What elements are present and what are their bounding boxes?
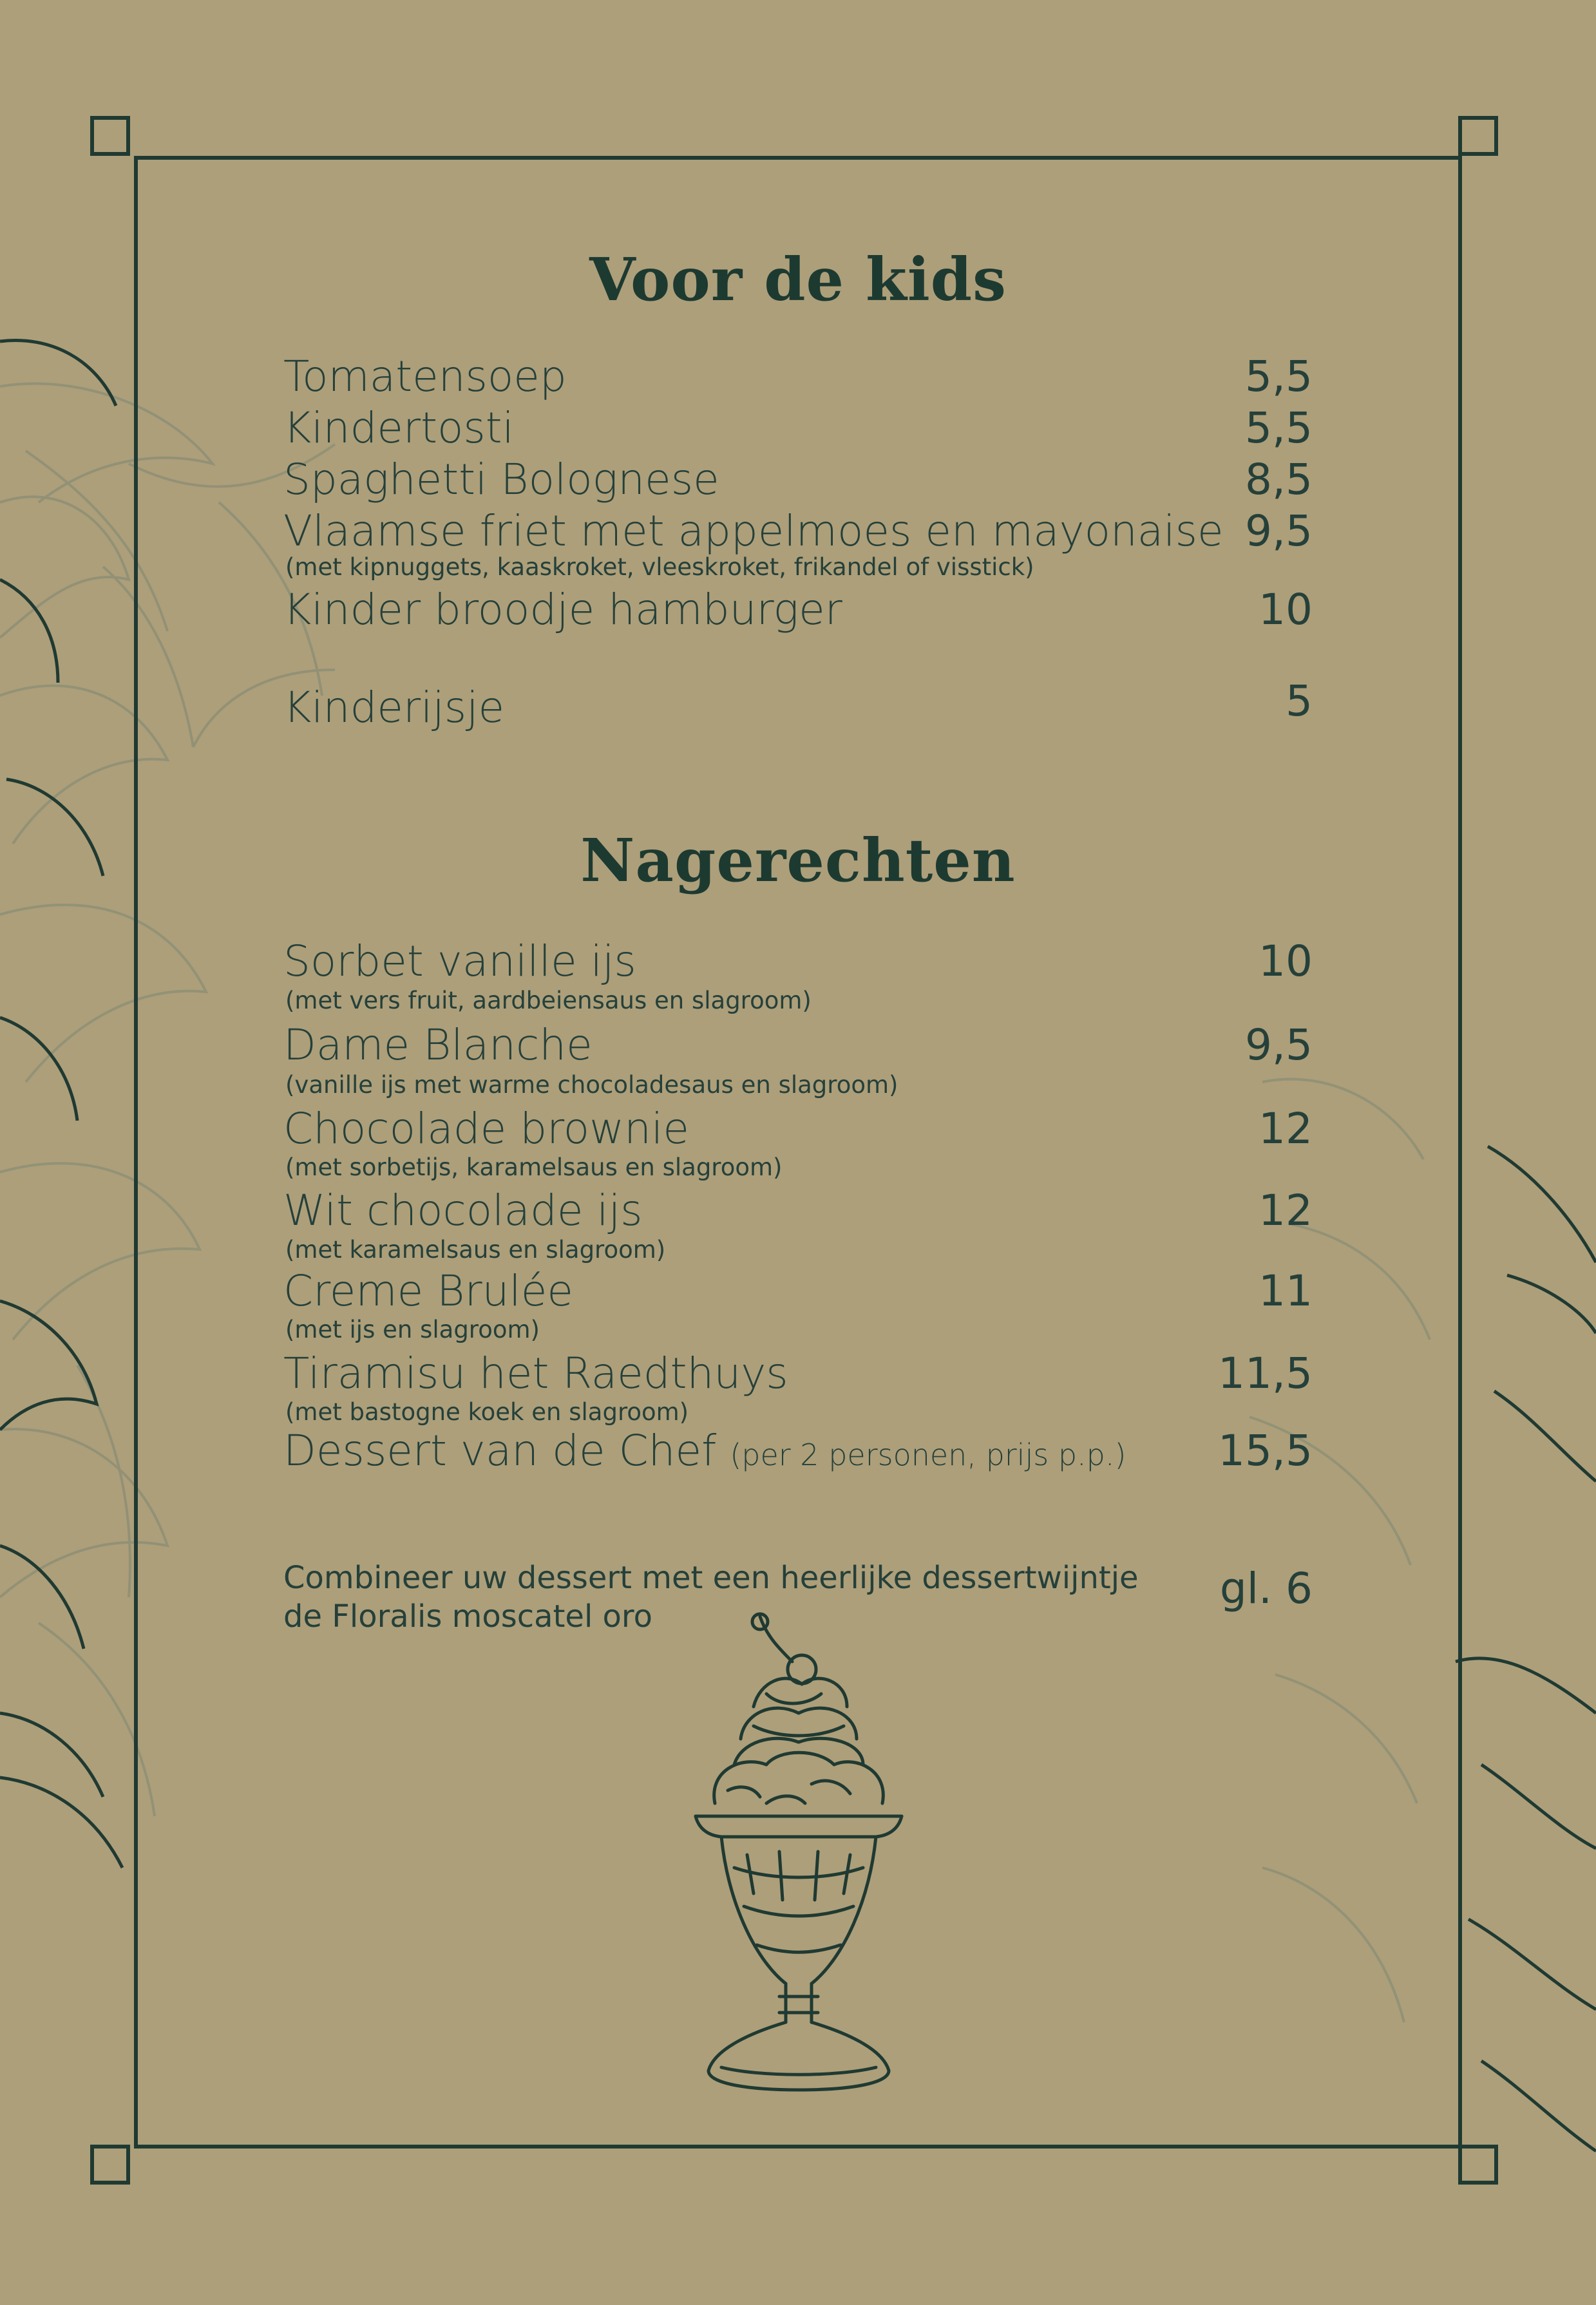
wine-pairing-line-1: Combineer uw dessert met een heerlijke dessertwijntje xyxy=(283,1560,1139,1596)
menu-item-price: 12 xyxy=(1259,1186,1313,1235)
frame-corner-bottom-left xyxy=(90,2145,130,2185)
menu-item-price: 9,5 xyxy=(1245,1020,1313,1070)
menu-item-name: Chocolade brownie xyxy=(283,1104,689,1153)
menu-item-name: Sorbet vanille ijs xyxy=(283,936,636,986)
menu-item-note: (met ijs en slagroom) xyxy=(285,1316,540,1343)
menu-item-price: 12 xyxy=(1259,1104,1313,1153)
menu-item-name: Kindertosti xyxy=(283,403,514,453)
menu-item-name: Tomatensoep xyxy=(283,352,567,401)
frame-top xyxy=(134,156,1462,160)
menu-item-name: Tiramisu het Raedthuys xyxy=(283,1349,788,1398)
menu-item-price: 5,5 xyxy=(1245,403,1313,453)
menu-item-price: 5 xyxy=(1286,676,1313,726)
section-title-kids: Voor de kids xyxy=(589,245,1007,314)
menu-item-name: Dame Blanche xyxy=(283,1020,593,1070)
menu-item-name: Spaghetti Bolognese xyxy=(283,455,719,504)
menu-item-price: 15,5 xyxy=(1218,1426,1313,1475)
frame-corner-top-left xyxy=(90,116,130,156)
menu-item-price: 8,5 xyxy=(1245,455,1313,504)
menu-item-note: (met vers fruit, aardbeiensaus en slagroom) xyxy=(285,987,812,1014)
menu-item-name: Kinder broodje hamburger xyxy=(283,585,842,634)
menu-item-note: (met karamelsaus en slagroom) xyxy=(285,1236,666,1264)
ice-cream-sundae-illustration xyxy=(683,1610,915,2106)
wine-pairing-price: gl. 6 xyxy=(1219,1564,1313,1613)
menu-item-name: Kinderijsje xyxy=(283,683,505,732)
frame-left xyxy=(134,156,138,2148)
menu-item-price: 5,5 xyxy=(1245,352,1313,401)
menu-item-price: 9,5 xyxy=(1245,506,1313,556)
menu-item-price: 11 xyxy=(1259,1266,1313,1316)
menu-item-note: (met kipnuggets, kaaskroket, vleeskroket, frikandel of visstick) xyxy=(285,553,1034,581)
menu-item-price: 10 xyxy=(1259,936,1313,986)
menu-item-name: Creme Brulée xyxy=(283,1266,573,1316)
wine-pairing-line-2: de Floralis moscatel oro xyxy=(283,1598,652,1635)
frame-right xyxy=(1458,156,1462,2148)
menu-item-note: (vanille ijs met warme chocoladesaus en slagroom) xyxy=(285,1071,898,1099)
menu-item-name-text: Dessert van de Chef xyxy=(283,1426,717,1475)
frame-corner-bottom-right xyxy=(1458,2145,1498,2185)
menu-item-name xyxy=(283,1426,1126,1475)
menu-item-price: 11,5 xyxy=(1218,1349,1313,1398)
menu-item-note: (met bastogne koek en slagroom) xyxy=(285,1398,689,1426)
section-title-desserts: Nagerechten xyxy=(580,826,1016,895)
menu-item-price: 10 xyxy=(1259,585,1313,634)
menu-item-name: Wit chocolade ijs xyxy=(283,1186,643,1235)
menu-item-note: (met sorbetijs, karamelsaus en slagroom) xyxy=(285,1153,783,1181)
menu-item-name: Vlaamse friet met appelmoes en mayonaise xyxy=(283,506,1224,556)
frame-corner-top-right xyxy=(1458,116,1498,156)
frame-bottom xyxy=(134,2145,1462,2148)
menu-item-inline-note: (per 2 personen, prijs p.p.) xyxy=(730,1437,1126,1472)
